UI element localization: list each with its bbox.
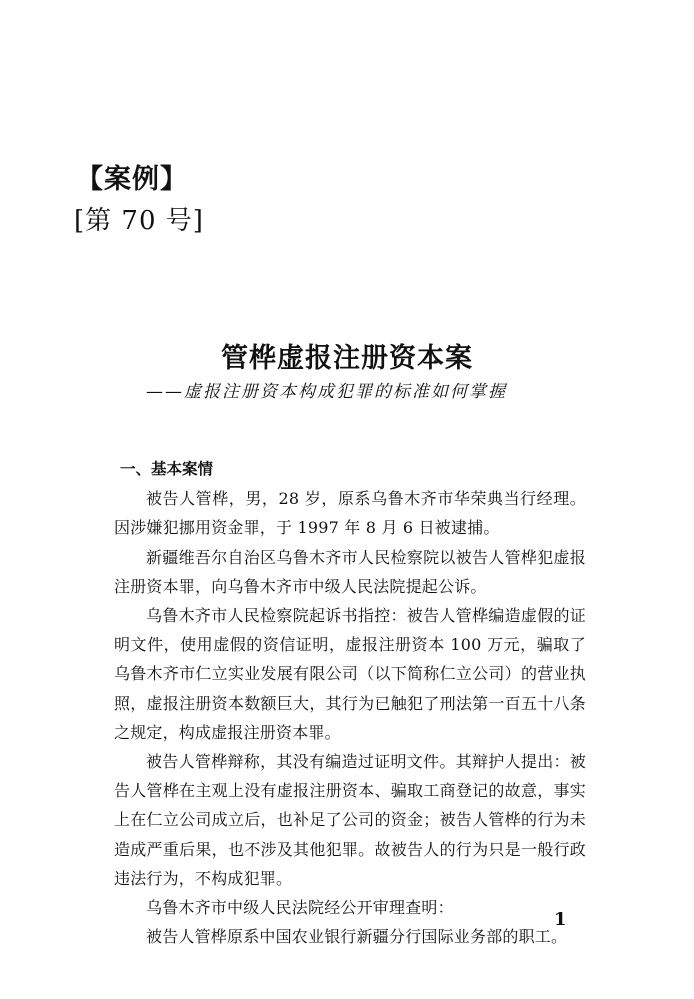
paragraph: 乌鲁木齐市人民检察院起诉书指控：被告人管桦编造虚假的证明文件，使用虚假的资信证明，虚报注册资本 100 万元，骗取了乌鲁木齐市仁立实业发展有限公司（以下简称仁立公司）的营业执照，虚报注册资本数额巨大，其行为已触犯了刑法第一百五十八条之规定，构成虚报注册资本罪。 [114, 606, 586, 742]
document-body [114, 455, 586, 951]
case-label: 【案例】 [76, 164, 188, 195]
paragraph: 新疆维吾尔自治区乌鲁木齐市人民检察院以被告人管桦犯虚报注册资本罪，向乌鲁木齐市中级人民法院提起公诉。 [114, 547, 586, 596]
paragraph: 被告人管桦，男，28 岁，原系乌鲁木齐市华荣典当行经理。因涉嫌犯挪用资金罪，于 1997 年 8 月 6 日被逮捕。 [114, 489, 586, 538]
paragraph: 被告人管桦原系中国农业银行新疆分行国际业务部的职工。 [146, 927, 568, 947]
case-number: [第 70 号] [74, 206, 204, 236]
page-subtitle: ——虚报注册资本构成犯罪的标准如何掌握 [146, 382, 507, 402]
section-heading: 一、基本案情 [120, 460, 214, 478]
page-title: 管桦虚报注册资本案 [221, 343, 473, 374]
paragraph: 被告人管桦辩称，其没有编造过证明文件。其辩护人提出：被告人管桦在主观上没有虚报注册资本、骗取工商登记的故意，事实上在仁立公司成立后，也补足了公司的资金；被告人管桦的行为未造成严重后果，也不涉及其他犯罪。故被告人的行为只是一般行政违法行为，不构成犯罪。 [114, 752, 586, 888]
paragraph: 乌鲁木齐市中级人民法院经公开审理查明： [146, 898, 454, 918]
page-number: 1 [554, 909, 567, 930]
